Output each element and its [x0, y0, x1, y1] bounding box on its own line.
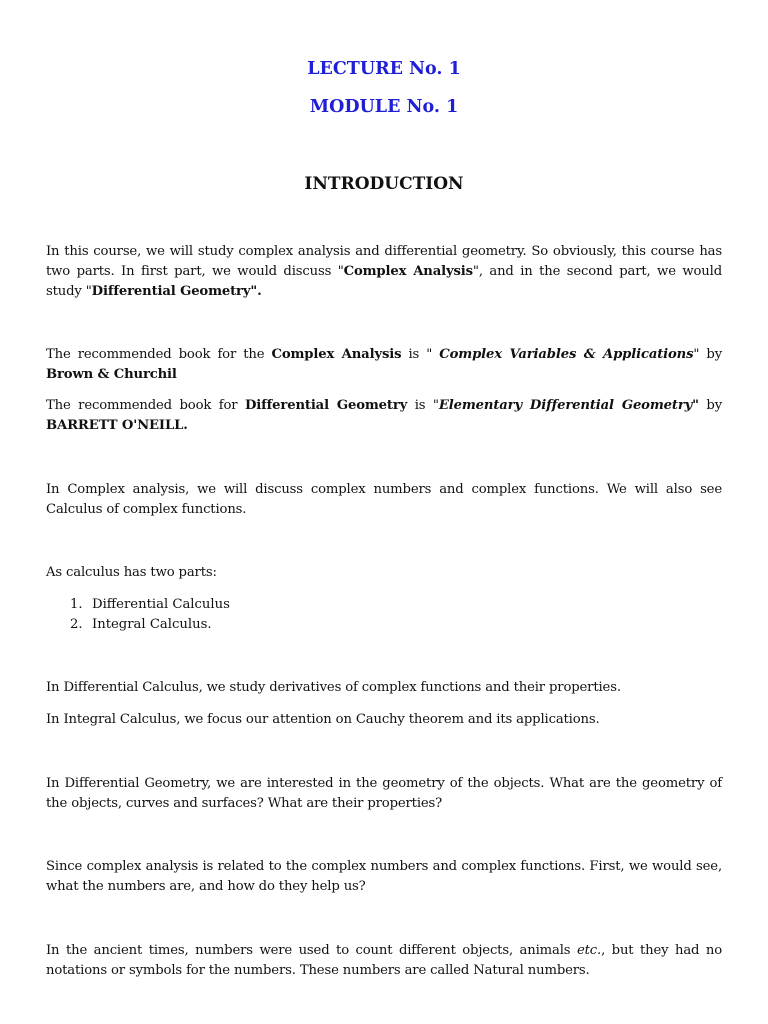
book2-author: BARRETT O'NEILL. [46, 418, 188, 433]
ancient-text-2: , but they had no notations or symbols for the numbers. These numbers are called Natural numbers. [46, 943, 723, 978]
module-heading: MODULE No. 1 [309, 97, 459, 117]
differential-geometry-paragraph: In Differential Geometry, we are interested in the geometry of the objects. What are the geometry of the objects, curves and surfaces? What are their properties? [46, 776, 722, 811]
ancient-numbers-paragraph [46, 941, 722, 981]
list-item [70, 595, 570, 615]
list-item-number: 1. [70, 597, 83, 612]
intro-bold-1: Complex Analysis [343, 264, 473, 279]
list-item-label: Differential Calculus [92, 597, 230, 612]
list-item-label: Integral Calculus. [92, 617, 212, 632]
book2-text-3: by [698, 398, 722, 413]
book1-authors: Brown & Churchil [46, 367, 177, 382]
calculus-parts-list [70, 595, 570, 635]
intro-paragraph [46, 242, 722, 302]
ancient-etc: etc. [576, 943, 602, 958]
calculus-parts-paragraph: As calculus has two parts: [46, 565, 217, 580]
intro-text-1: In this course, we will study complex analysis and differential geometry. So obviously, this course has two parts. In first part, we would discuss " [46, 244, 722, 279]
book2-text-1: The recommended book for [46, 398, 245, 413]
book1-paragraph [46, 345, 722, 385]
book2-text-2: is " [407, 398, 439, 413]
book2-title: Elementary Differential Geometry [438, 398, 693, 413]
intro-text-2: ", and in the second part, we would study " [46, 264, 722, 299]
intro-bold-2: Differential Geometry". [91, 284, 262, 299]
book1-text-3: " by [693, 347, 723, 362]
book2-subject: Differential Geometry [244, 398, 408, 413]
list-item [70, 615, 570, 635]
complex-numbers-paragraph: Since complex analysis is related to the complex numbers and complex functions. First, we would see, what the numbers are, and how do they help us? [46, 859, 722, 894]
book1-subject: Complex Analysis [271, 347, 402, 362]
complex-analysis-paragraph: In Complex analysis, we will discuss complex numbers and complex functions. We will also see Calculus of complex functions. [46, 482, 722, 517]
book1-text-2: is " [401, 347, 440, 362]
ancient-text-1: In the ancient times, numbers were used to count different objects, animals [46, 943, 577, 958]
differential-calculus-paragraph: In Differential Calculus, we study derivatives of complex functions and their properties. [46, 680, 621, 695]
book2-paragraph [46, 396, 722, 436]
lecture-heading: LECTURE No. 1 [307, 59, 461, 79]
integral-calculus-paragraph: In Integral Calculus, we focus our attention on Cauchy theorem and its applications. [46, 712, 600, 727]
list-item-number: 2. [70, 617, 83, 632]
book1-title: Complex Variables & Applications [439, 347, 694, 362]
page-title: INTRODUCTION [304, 174, 464, 194]
book2-quote: " [692, 398, 699, 413]
book1-text-1: The recommended book for the [46, 347, 272, 362]
